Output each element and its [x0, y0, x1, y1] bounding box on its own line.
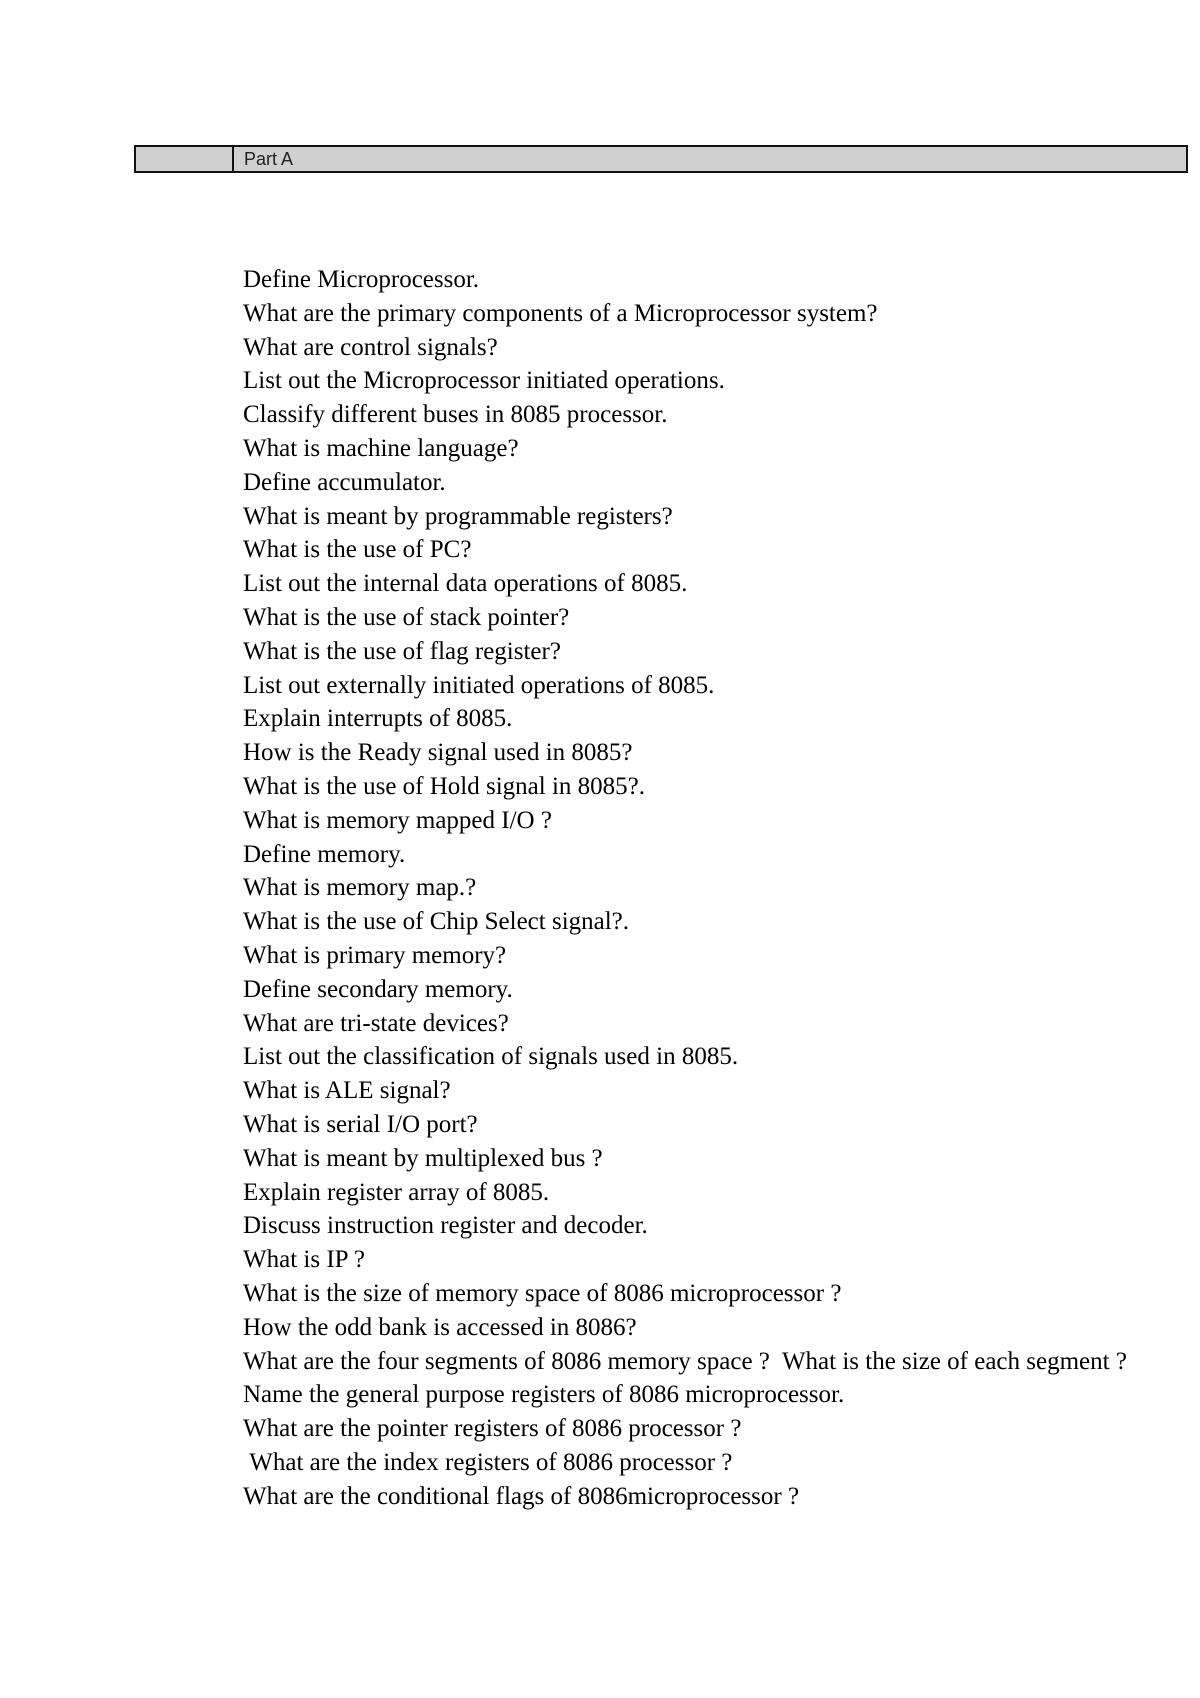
question-item: What is the use of Hold signal in 8085?. — [243, 772, 646, 800]
question-item: What are the conditional flags of 8086microprocessor ? — [243, 1482, 800, 1510]
question-item: What is the use of PC? — [243, 536, 472, 564]
question-item: What are tri-state devices? — [243, 1009, 509, 1037]
question-item: Explain register array of 8085. — [243, 1178, 550, 1206]
question-item: What are control signals? — [243, 333, 498, 361]
question-item: What is primary memory? — [243, 941, 507, 969]
question-item: What are the primary components of a Microprocessor system? — [243, 299, 878, 327]
question-item: List out the classification of signals used in 8085. — [243, 1043, 739, 1071]
question-item: Define memory. — [243, 840, 406, 868]
question-list — [243, 263, 1143, 1513]
question-item: How is the Ready signal used in 8085? — [243, 739, 633, 767]
question-item: Discuss instruction register and decoder. — [243, 1212, 648, 1240]
question-item: What is the size of memory space of 8086 microprocessor ? — [243, 1279, 842, 1307]
question-item: What is meant by programmable registers? — [243, 502, 673, 530]
question-item: What is memory map.? — [243, 874, 477, 902]
question-item: Classify different buses in 8085 processor. — [243, 401, 668, 429]
question-item: List out externally initiated operations of 8085. — [243, 671, 715, 699]
question-item: What is memory mapped I/O ? — [243, 806, 552, 834]
question-item: Name the general purpose registers of 8086 microprocessor. — [243, 1381, 845, 1409]
question-item: What is serial I/O port? — [243, 1110, 478, 1138]
question-item: What are the pointer registers of 8086 processor ? — [243, 1415, 742, 1443]
question-item: What is ALE signal? — [243, 1077, 451, 1105]
question-item: List out the internal data operations of 8085. — [243, 570, 688, 598]
question-item: Define Microprocessor. — [243, 266, 480, 293]
section-header-row — [134, 145, 1188, 173]
question-item: Define secondary memory. — [243, 975, 513, 1003]
question-item: What is the use of stack pointer? — [243, 603, 570, 631]
question-item: List out the Microprocessor initiated operations. — [243, 367, 725, 395]
question-item: What are the four segments of 8086 memory space ? What is the size of each segment ? — [243, 1347, 1127, 1375]
section-header-label: Part A — [244, 149, 294, 169]
question-item: How the odd bank is accessed in 8086? — [243, 1313, 637, 1341]
question-item: Define accumulator. — [243, 468, 446, 496]
question-item: What is meant by multiplexed bus ? — [243, 1144, 603, 1172]
question-item: What is the use of flag register? — [243, 637, 561, 665]
question-item: What is the use of Chip Select signal?. — [243, 908, 630, 936]
question-item: Explain interrupts of 8085. — [243, 705, 513, 733]
section-header-number-cell — [136, 147, 234, 171]
question-item: What are the index registers of 8086 processor ? — [243, 1448, 733, 1476]
question-item: What is machine language? — [243, 434, 519, 462]
question-item: What is IP ? — [243, 1246, 365, 1274]
